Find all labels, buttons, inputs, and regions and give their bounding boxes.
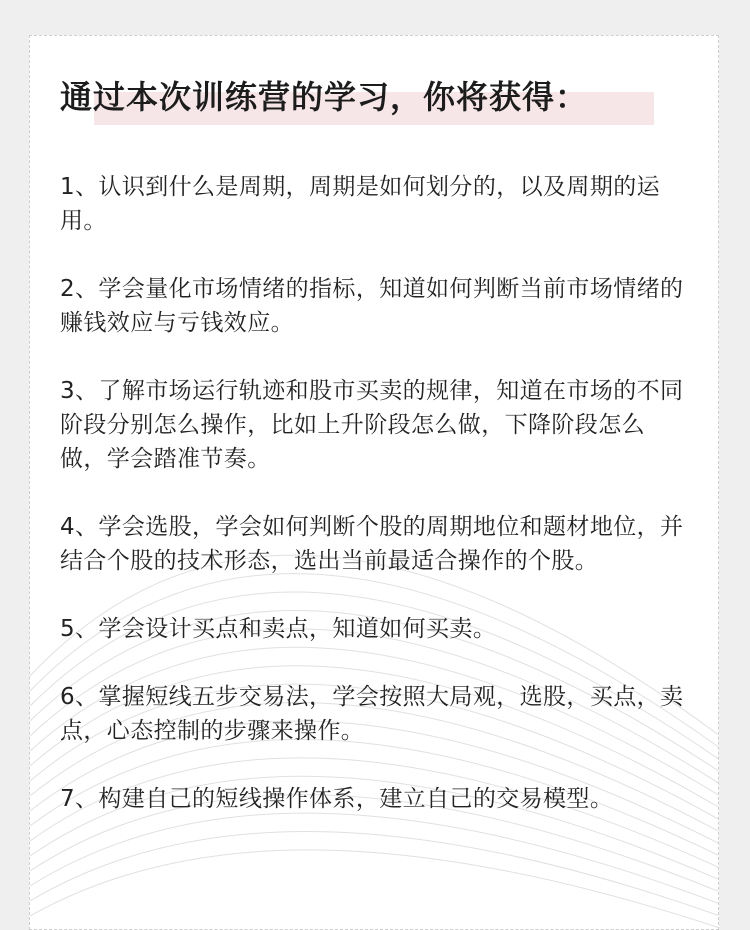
list-item-5: 5、学会设计买点和卖点，知道如何买卖。 <box>60 616 497 642</box>
list-item-1: 1、认识到什么是周期，周期是如何划分的，以及周期的运用。 <box>60 174 661 234</box>
content-card <box>29 35 719 930</box>
list-item-6: 6、掌握短线五步交易法，学会按照大局观，选股，买点，卖点，心态控制的步骤来操作。 <box>60 684 684 744</box>
page-title: 通过本次训练营的学习，你将获得： <box>60 78 589 116</box>
list-item-4: 4、学会选股，学会如何判断个股的周期地位和题材地位，并结合个股的技术形态，选出当前最适合操作的个股。 <box>60 514 684 574</box>
list-item-3: 3、了解市场运行轨迹和股市买卖的规律，知道在市场的不同阶段分别怎么操作，比如上升阶段怎么做，下降阶段怎么做，学会踏准节奏。 <box>60 378 684 472</box>
list-item-7: 7、构建自己的短线操作体系，建立自己的交易模型。 <box>60 786 614 812</box>
benefits-list <box>60 170 690 850</box>
list-item-2: 2、学会量化市场情绪的指标，知道如何判断当前市场情绪的赚钱效应与亏钱效应。 <box>60 276 684 336</box>
